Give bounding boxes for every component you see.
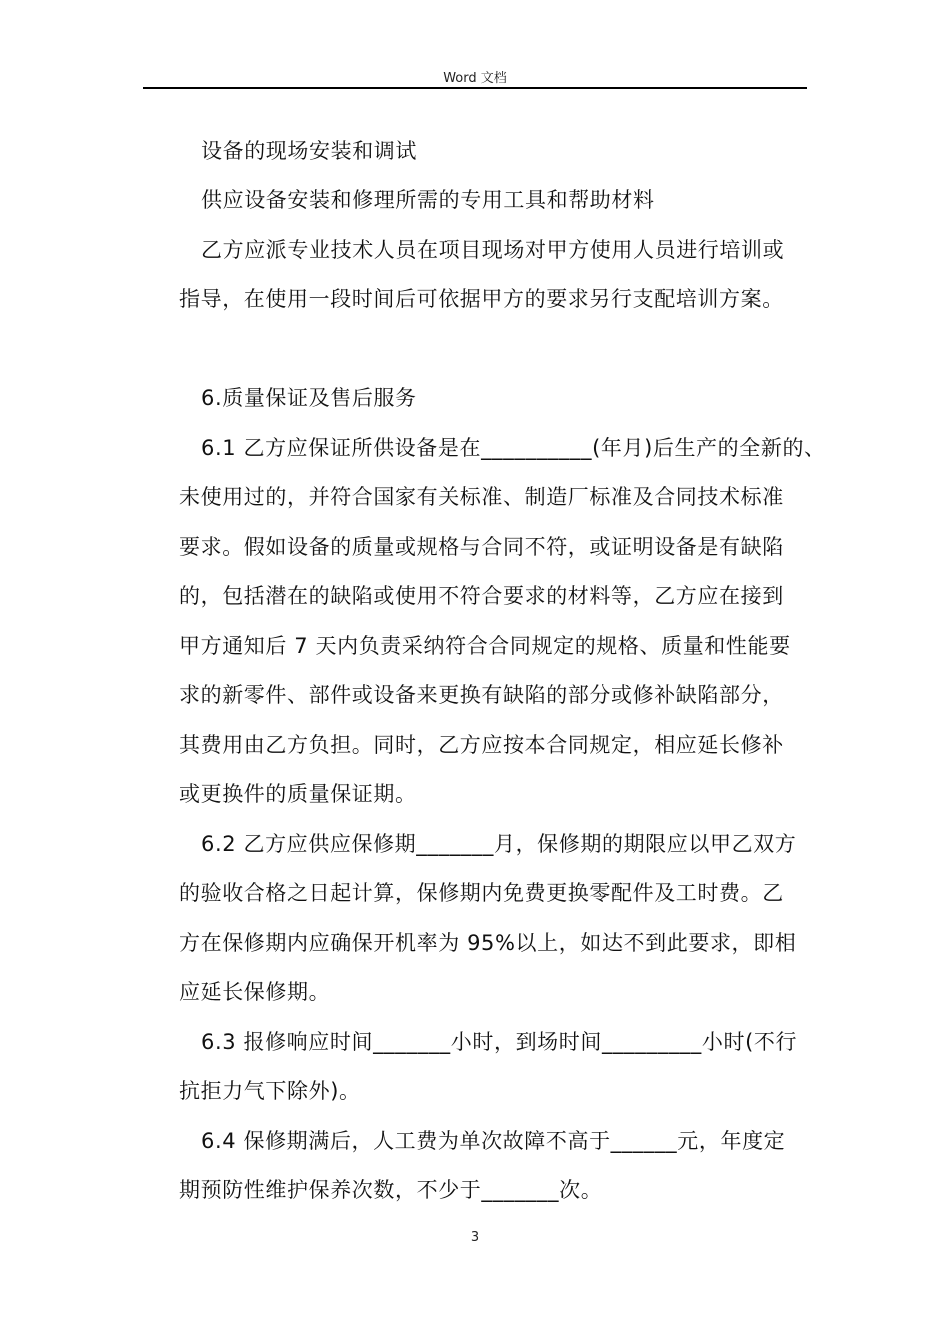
page-number: 3 [470, 1230, 480, 1245]
text-line: 未使用过的，并符合国家有关标准、制造厂标准及合同技术标准 [179, 485, 784, 509]
text-line: 供应设备安装和修理所需的专用工具和帮助材料 [201, 188, 655, 212]
text-line: 应延长保修期。 [179, 980, 331, 1004]
text-line: 6.3 报修响应时间_______小时，到场时间_________小时(不行 [201, 1030, 798, 1054]
text-line: 方在保修期内应确保开机率为 95%以上，如达不到此要求，即相 [179, 931, 797, 955]
text-line: 乙方应派专业技术人员在项目现场对甲方使用人员进行培训或 [201, 238, 785, 262]
text-line: 或更换件的质量保证期。 [179, 782, 417, 806]
text-line: 要求。假如设备的质量或规格与合同不符，或证明设备是有缺陷 [179, 535, 784, 559]
text-line: 6.4 保修期满后，人工费为单次故障不高于______元，年度定 [201, 1129, 786, 1153]
page-header-title: Word 文档 [443, 71, 507, 86]
text-line: 设备的现场安装和调试 [201, 139, 417, 163]
text-line: 抗拒力气下除外)。 [179, 1079, 361, 1103]
text-line: 的，包括潜在的缺陷或使用不符合要求的材料等，乙方应在接到 [179, 584, 784, 608]
section-heading: 6.质量保证及售后服务 [201, 386, 417, 410]
text-line: 甲方通知后 7 天内负责采纳符合合同规定的规格、质量和性能要 [179, 634, 791, 658]
header-rule [143, 87, 807, 89]
text-line: 其费用由乙方负担。同时，乙方应按本合同规定，相应延长修补 [179, 733, 784, 757]
text-line: 求的新零件、部件或设备来更换有缺陷的部分或修补缺陷部分， [179, 683, 784, 707]
text-line: 指导，在使用一段时间后可依据甲方的要求另行支配培训方案。 [179, 287, 784, 311]
text-line: 期预防性维护保养次数，不少于_______次。 [179, 1178, 603, 1202]
text-line: 6.2 乙方应供应保修期_______月，保修期的期限应以甲乙双方 [201, 832, 797, 856]
text-line: 6.1 乙方应保证所供设备是在__________(年月)后生产的全新的、 [201, 436, 826, 460]
text-line: 的验收合格之日起计算，保修期内免费更换零配件及工时费。乙 [179, 881, 784, 905]
